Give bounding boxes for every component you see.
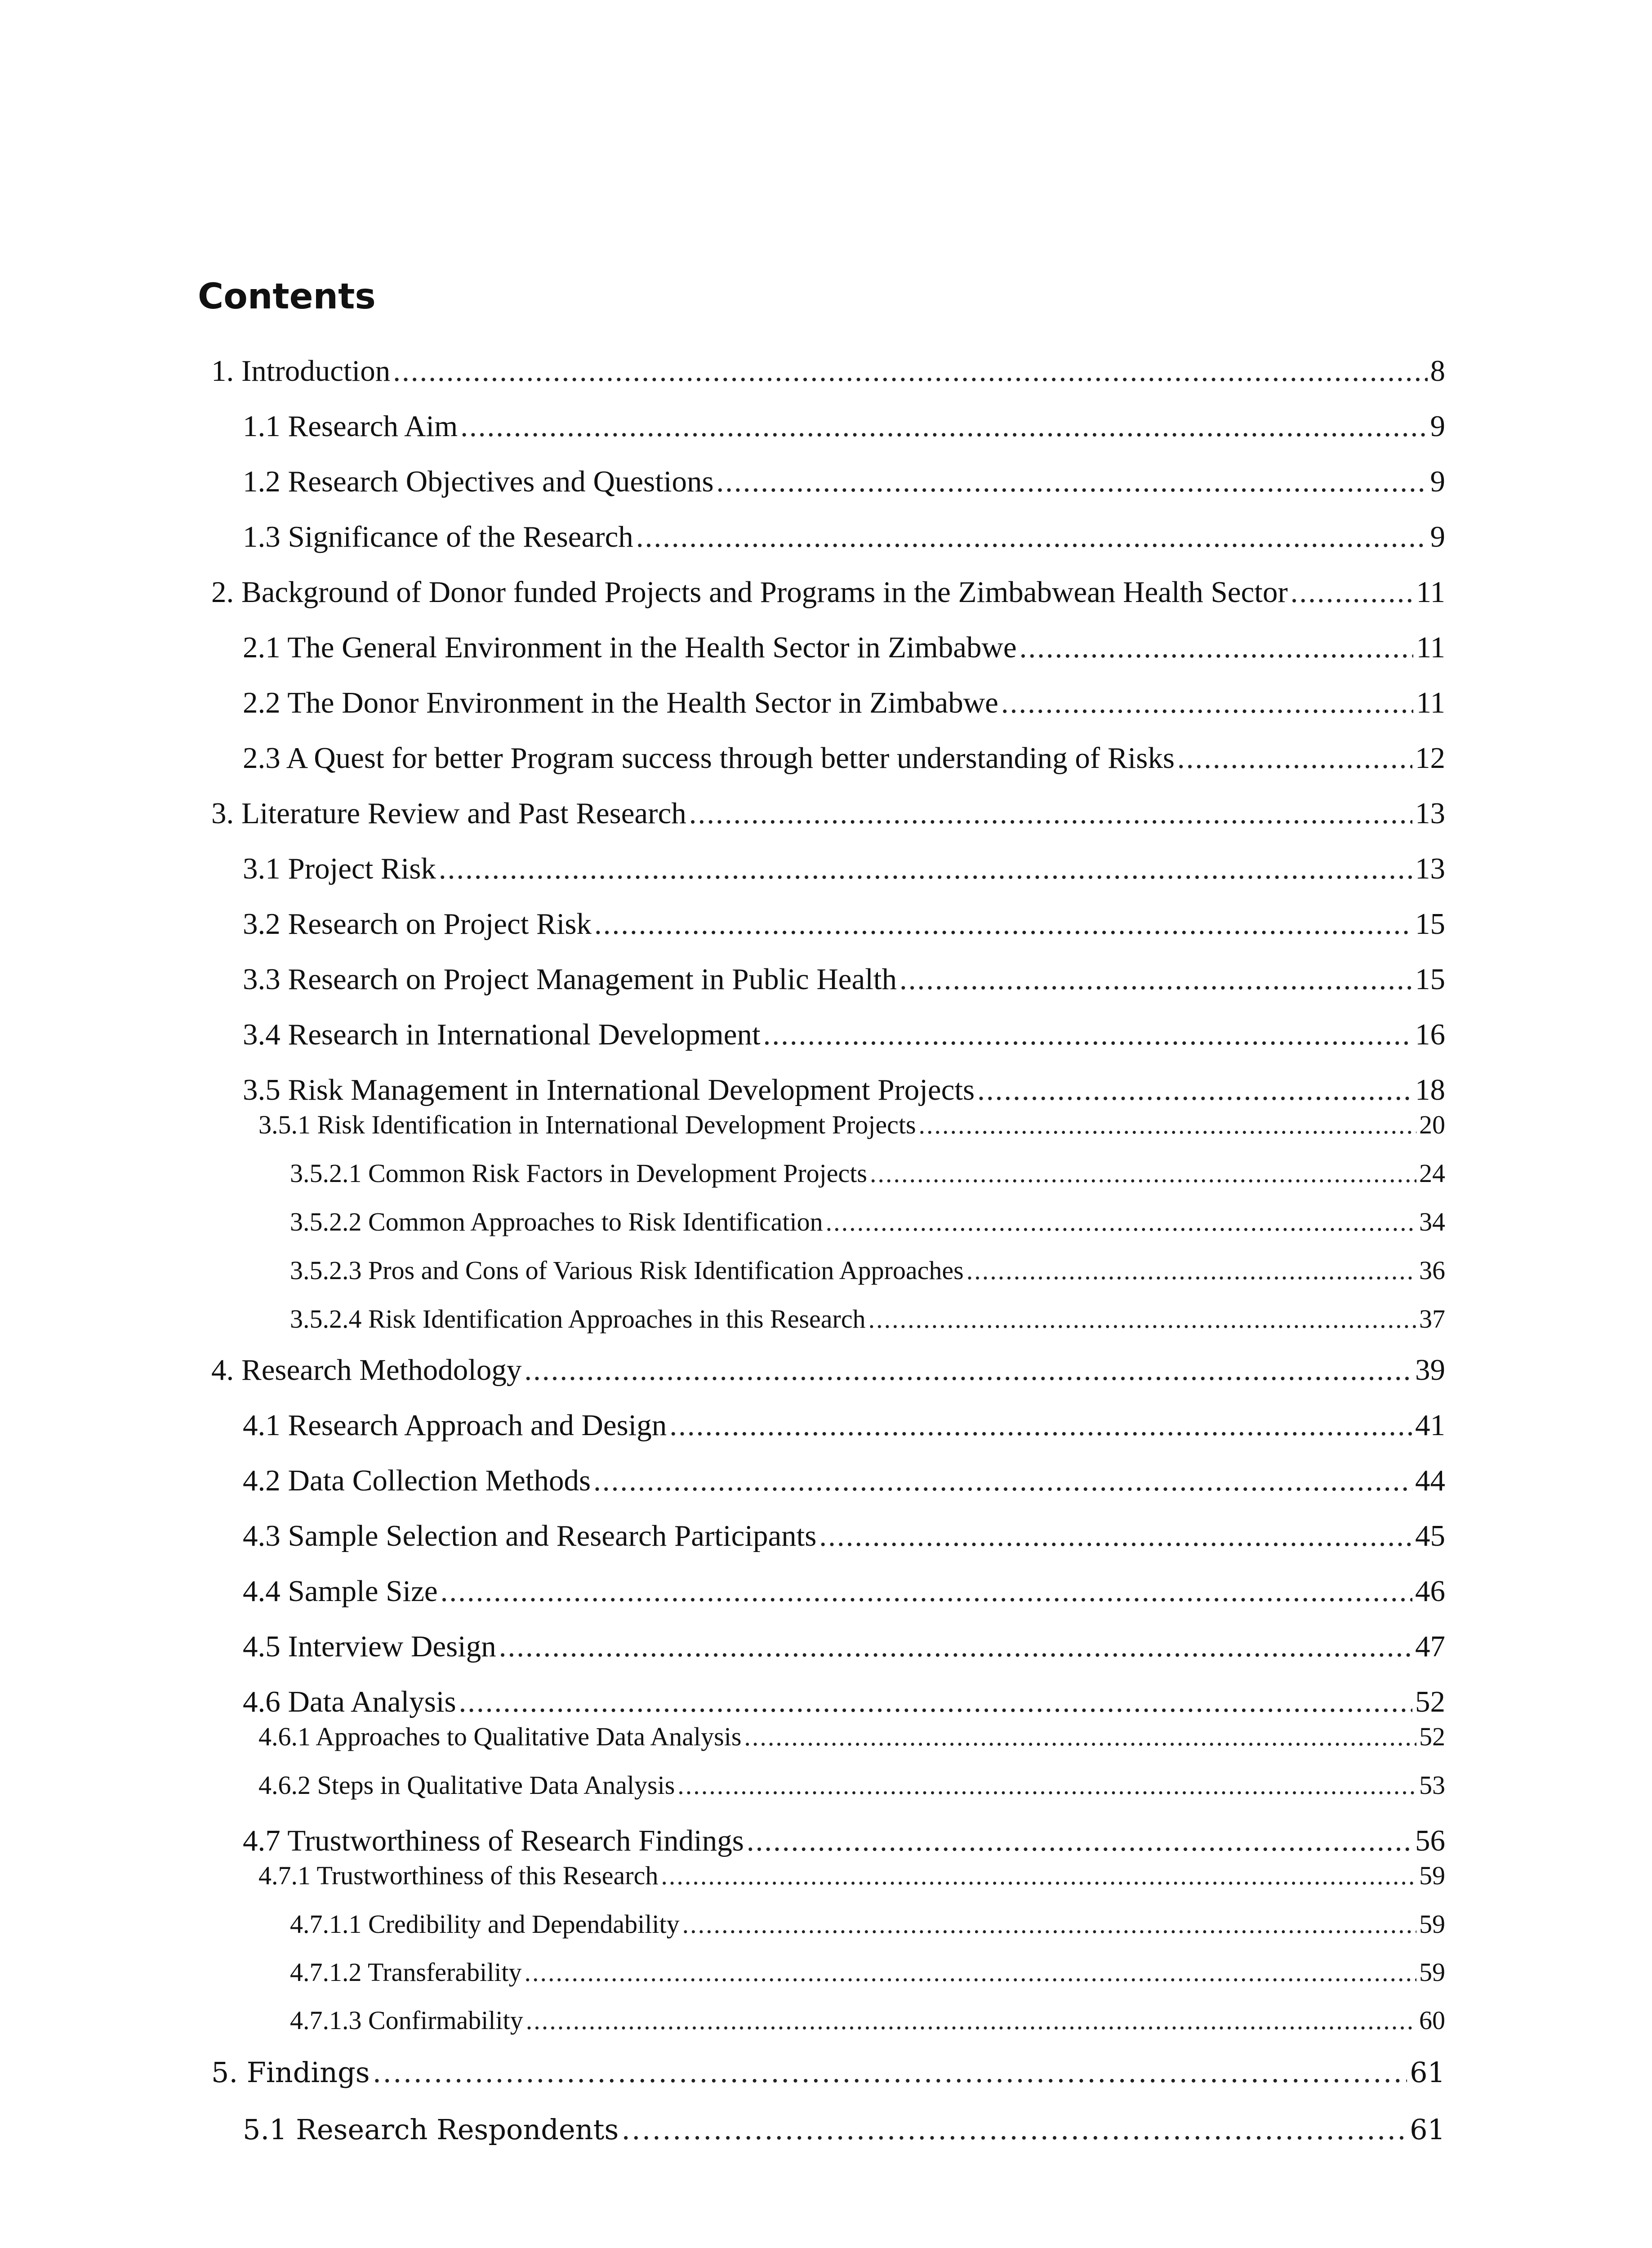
toc-entry-label: 3.4 Research in International Development (243, 1018, 761, 1051)
toc-entry-page-number: 52 (1419, 1722, 1445, 1751)
toc-entry-page-number: 11 (1416, 631, 1445, 664)
toc-entry-page-number: 45 (1415, 1519, 1445, 1552)
toc-entry-label: 1. Introduction (211, 354, 391, 388)
toc-entry-label: 2.1 The General Environment in the Health Sector in Zimbabwe (243, 631, 1017, 664)
toc-dot-leader (393, 351, 1427, 391)
toc-entry-page-number: 9 (1430, 465, 1445, 498)
toc-entry[interactable] (243, 1820, 1445, 1861)
toc-entry-label: 5. Findings (211, 2056, 370, 2089)
toc-dot-leader (1020, 627, 1414, 668)
toc-entry-page-number: 13 (1415, 797, 1445, 830)
toc-entry-page-number: 9 (1430, 410, 1445, 443)
toc-dot-leader (460, 406, 1427, 446)
toc-entry[interactable] (211, 572, 1445, 612)
toc-entry-label: 3.5 Risk Management in International Development Projects (243, 1073, 975, 1106)
toc-dot-leader (439, 848, 1412, 889)
toc-entry-page-number: 61 (1410, 2113, 1445, 2146)
toc-entry[interactable] (243, 517, 1445, 557)
toc-entry[interactable] (290, 1954, 1445, 1990)
toc-entry-page-number: 56 (1415, 1824, 1445, 1857)
toc-dot-leader (977, 1070, 1412, 1110)
toc-dot-leader (744, 1719, 1416, 1755)
toc-entry-page-number: 13 (1415, 852, 1445, 885)
toc-entry[interactable] (290, 1204, 1445, 1240)
toc-entry-label: 2.3 A Quest for better Program success through better understanding of Risks (243, 741, 1175, 775)
toc-entry-label: 3.1 Project Risk (243, 852, 436, 885)
toc-entry[interactable] (211, 1350, 1445, 1390)
toc-entry-label: 3.5.2.3 Pros and Cons of Various Risk Identification Approaches (290, 1256, 964, 1285)
toc-dot-leader (682, 1906, 1416, 1942)
toc-entry-page-number: 46 (1415, 1574, 1445, 1608)
toc-dot-leader (636, 517, 1428, 557)
toc-entry[interactable] (243, 627, 1445, 668)
toc-entry-label: 2. Background of Donor funded Projects and Programs in the Zimbabwean Health Sector (211, 575, 1288, 609)
toc-entry-page-number: 9 (1430, 520, 1445, 553)
toc-entry-label: 4.6.2 Steps in Qualitative Data Analysis (258, 1771, 675, 1800)
toc-entry[interactable] (243, 406, 1445, 446)
toc-entry-label: 1.1 Research Aim (243, 410, 458, 443)
toc-dot-leader (1291, 572, 1414, 612)
toc-entry[interactable] (243, 738, 1445, 778)
toc-dot-leader (669, 1405, 1412, 1445)
toc-entry-label: 1.3 Significance of the Research (243, 520, 633, 553)
toc-entry[interactable] (243, 2110, 1445, 2150)
toc-entry[interactable] (258, 1858, 1445, 1894)
toc-entry[interactable] (243, 1460, 1445, 1501)
toc-entry-label: 4.1 Research Approach and Design (243, 1409, 667, 1442)
toc-entry[interactable] (243, 1516, 1445, 1556)
toc-dot-leader (373, 2052, 1407, 2093)
toc-dot-leader (868, 1301, 1416, 1337)
toc-entry-label: 4.7.1.3 Confirmability (290, 2006, 523, 2035)
toc-entry[interactable] (290, 2003, 1445, 2038)
toc-entry-page-number: 60 (1419, 2006, 1445, 2035)
toc-dot-leader (525, 1954, 1416, 1990)
toc-entry[interactable] (290, 1253, 1445, 1289)
toc-entry-page-number: 37 (1419, 1304, 1445, 1334)
toc-dot-leader (747, 1820, 1412, 1861)
toc-entry[interactable] (243, 959, 1445, 999)
toc-entry[interactable] (243, 1682, 1445, 1722)
toc-entry-page-number: 47 (1415, 1630, 1445, 1663)
toc-entry-page-number: 61 (1410, 2056, 1445, 2089)
toc-entry[interactable] (258, 1107, 1445, 1143)
toc-dot-leader (621, 2110, 1407, 2150)
toc-entry-label: 4.7.1.1 Credibility and Dependability (290, 1909, 680, 1939)
toc-entry-page-number: 53 (1419, 1771, 1445, 1800)
toc-entry-page-number: 41 (1415, 1409, 1445, 1442)
toc-entry[interactable] (243, 904, 1445, 944)
toc-dot-leader (661, 1858, 1416, 1894)
toc-entry-page-number: 44 (1415, 1464, 1445, 1497)
toc-entry-page-number: 59 (1419, 1861, 1445, 1890)
toc-entry[interactable] (211, 351, 1445, 391)
toc-entry-page-number: 18 (1415, 1073, 1445, 1106)
toc-entry-label: 2.2 The Donor Environment in the Health Sector in Zimbabwe (243, 686, 998, 719)
toc-entry[interactable] (243, 1571, 1445, 1611)
toc-entry-page-number: 11 (1416, 686, 1445, 719)
toc-entry-label: 4.6 Data Analysis (243, 1685, 456, 1718)
toc-entry-label: 1.2 Research Objectives and Questions (243, 465, 714, 498)
toc-entry[interactable] (243, 848, 1445, 889)
toc-dot-leader (499, 1626, 1412, 1667)
toc-entry[interactable] (243, 1014, 1445, 1055)
toc-entry-page-number: 15 (1415, 963, 1445, 996)
toc-entry-page-number: 16 (1415, 1018, 1445, 1051)
toc-dot-leader (593, 1460, 1412, 1501)
toc-dot-leader (826, 1204, 1416, 1240)
toc-entry-label: 4.4 Sample Size (243, 1574, 438, 1608)
toc-entry-page-number: 59 (1419, 1909, 1445, 1939)
toc-entry-label: 3. Literature Review and Past Research (211, 797, 686, 830)
toc-dot-leader (870, 1155, 1416, 1191)
toc-dot-leader (677, 1767, 1416, 1803)
toc-entry-page-number: 39 (1415, 1353, 1445, 1387)
toc-entry-label: 5.1 Research Respondents (243, 2113, 619, 2146)
toc-entry-label: 4.2 Data Collection Methods (243, 1464, 591, 1497)
toc-entry-label: 3.2 Research on Project Risk (243, 907, 592, 941)
toc-entry-page-number: 34 (1419, 1207, 1445, 1236)
toc-dot-leader (441, 1571, 1412, 1611)
toc-entry-label: 3.5.2.1 Common Risk Factors in Development Projects (290, 1159, 867, 1188)
toc-entry[interactable] (243, 1626, 1445, 1667)
toc-entry-label: 3.5.2.4 Risk Identification Approaches in this Research (290, 1304, 866, 1334)
toc-dot-leader (763, 1014, 1412, 1055)
toc-entry[interactable] (211, 793, 1445, 834)
toc-entry-page-number: 59 (1419, 1958, 1445, 1987)
toc-entry[interactable] (290, 1906, 1445, 1942)
toc-entry[interactable] (290, 1155, 1445, 1191)
toc-entry[interactable] (258, 1719, 1445, 1755)
toc-entry[interactable] (258, 1767, 1445, 1803)
toc-entry-page-number: 8 (1430, 354, 1445, 388)
toc-entry-page-number: 24 (1419, 1159, 1445, 1188)
toc-entry-label: 4.6.1 Approaches to Qualitative Data Analysis (258, 1722, 742, 1751)
toc-entry[interactable] (290, 1301, 1445, 1337)
toc-dot-leader (1177, 738, 1412, 778)
toc-entry-label: 4. Research Methodology (211, 1353, 522, 1387)
toc-dot-leader (717, 461, 1428, 502)
toc-dot-leader (819, 1516, 1412, 1556)
toc-entry-page-number: 52 (1415, 1685, 1445, 1718)
toc-dot-leader (594, 904, 1412, 944)
toc-dot-leader (966, 1253, 1416, 1289)
toc-entry-label: 3.3 Research on Project Management in Public Health (243, 963, 897, 996)
toc-entry-label: 4.7.1.2 Transferability (290, 1958, 522, 1987)
toc-dot-leader (526, 2003, 1416, 2038)
toc-title: Contents (198, 277, 376, 317)
toc-entry-page-number: 11 (1416, 575, 1445, 609)
toc-entry[interactable] (243, 1070, 1445, 1110)
toc-entry-label: 4.7.1 Trustworthiness of this Research (258, 1861, 659, 1890)
toc-entry-label: 4.3 Sample Selection and Research Participants (243, 1519, 817, 1552)
toc-entry[interactable] (243, 682, 1445, 723)
toc-entry-label: 4.7 Trustworthiness of Research Findings (243, 1824, 744, 1857)
toc-entry-page-number: 36 (1419, 1256, 1445, 1285)
toc-entry-label: 3.5.2.2 Common Approaches to Risk Identification (290, 1207, 823, 1236)
toc-dot-leader (919, 1107, 1416, 1143)
toc-dot-leader (1001, 682, 1414, 723)
toc-entry[interactable] (243, 461, 1445, 502)
toc-dot-leader (689, 793, 1412, 834)
toc-entry-page-number: 20 (1419, 1110, 1445, 1139)
toc-dot-leader (459, 1682, 1412, 1722)
toc-dot-leader (899, 959, 1412, 999)
toc-entry[interactable] (211, 2052, 1445, 2093)
toc-entry-page-number: 15 (1415, 907, 1445, 941)
toc-entry-label: 4.5 Interview Design (243, 1630, 496, 1663)
toc-entry-page-number: 12 (1415, 741, 1445, 775)
toc-entry-label: 3.5.1 Risk Identification in International Development Projects (258, 1110, 916, 1139)
toc-entry[interactable] (243, 1405, 1445, 1445)
toc-dot-leader (524, 1350, 1412, 1390)
